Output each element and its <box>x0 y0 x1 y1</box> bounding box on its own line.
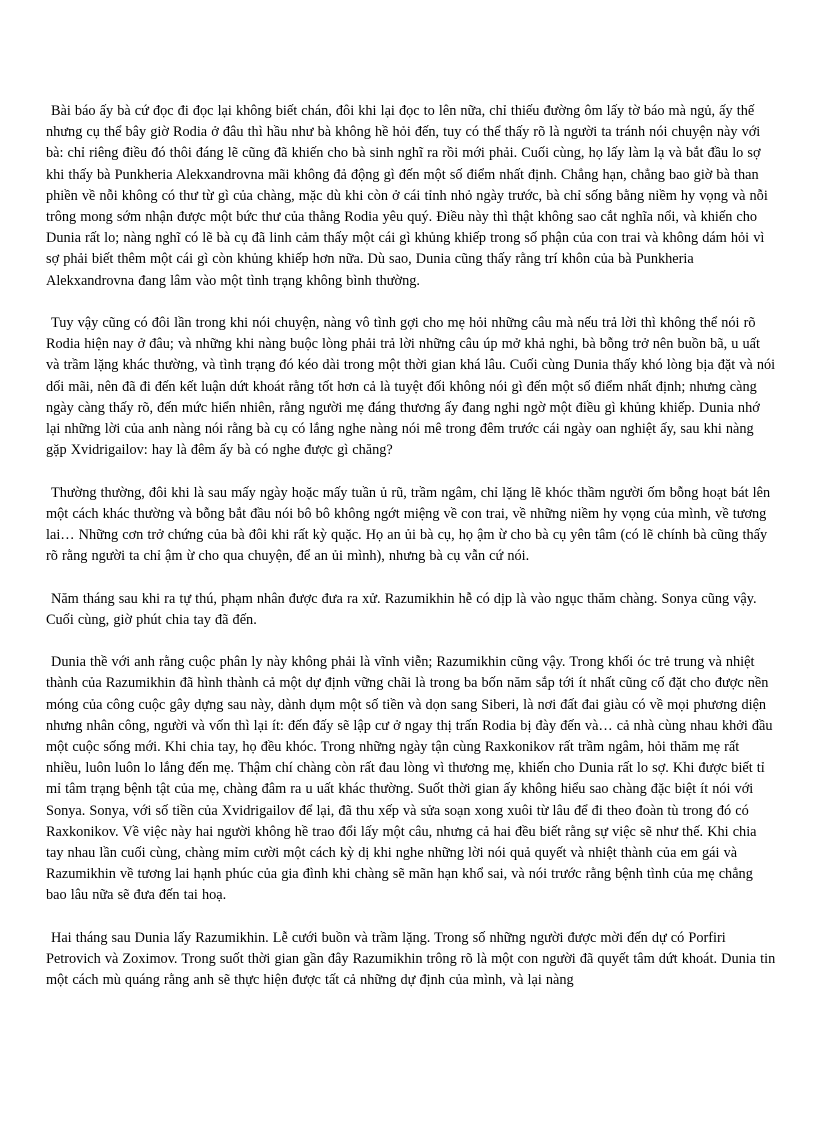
paragraph-6: Hai tháng sau Dunia lấy Razumikhin. Lễ cưới buồn và trầm lặng. Trong số những người được mời đến dự có Porfiri Petrovich và Zoximov. Trong suốt thời gian gần đây Razumikhin trông rõ là một con người đã quyết tâm dứt khoát. Dunia tin một cách mù quáng rằng anh sẽ thực hiện được tất cả những dự định của mình, và lại nàng <box>46 929 776 989</box>
paragraph-2: Tuy vậy cũng có đôi lần trong khi nói chuyện, nàng vô tình gợi cho mẹ hỏi những câu mà nếu trả lời thì không thể nói rõ Rodia hiện nay ở đâu; và những khi nàng buộc lòng phải trả lời những câu úp mở khả nghi, bà bỗng trở nên buồn bã, u uất và trầm lặng khác thường, và tình trạng đó kéo dài trong một thời gian khá lâu. Cuối cùng Dunia thấy khó lòng bịa đặt và nói dối mãi, nên đã đi đến kết luận dứt khoát rằng tốt hơn cả là tuyệt đối không nói gì đến một số điểm nhất định; nhưng càng ngày càng thấy rõ, đến mức hiển nhiên, rằng người mẹ đáng thương ấy đang nghi ngờ một điều gì khủng khiếp. Dunia nhớ lại những lời của anh nàng nói rằng bà cụ có lắng nghe nàng nói mê trong đêm trước cái ngày oan nghiệt ấy, sau khi nàng gặp Xvidrigailov: hay là đêm ấy bà có nghe được gì chăng? <box>46 315 776 459</box>
paragraph-1: Bài báo ấy bà cứ đọc đi đọc lại không biết chán, đôi khi lại đọc to lên nữa, chỉ thiếu đường ôm lấy tờ báo mà ngủ, ấy thế nhưng cụ thể bây giờ Rodia ở đâu thì hầu như bà không hề hỏi đến, tuy có thể thấy rõ là người ta tránh nói chuyện này với bà: chỉ riêng điều đó thôi đáng lẽ cũng đã khiến cho bà sinh nghĩ ra rồi mới phải. Cuối cùng, họ lấy làm lạ và bắt đầu lo sợ khi thấy bà Punkheria Alekxandrovna mãi không đả động gì đến một số điểm nhất định. Chẳng hạn, chẳng bao giờ bà than phiền về nỗi không có thư từ gì của chàng, mặc dù khi còn ở cái tỉnh nhỏ ngày trước, bà chỉ sống bằng niềm hy vọng và nỗi trông mong sớm nhận được một bức thư của thằng Rodia yêu quý. Điều này thì thật không sao cắt nghĩa nổi, và khiến cho Dunia rất lo; nàng nghĩ có lẽ bà cụ đã linh cảm thấy một cái gì khủng khiếp trong số phận của con trai và không dám hỏi vì sợ phải biết thêm một cái gì còn khủng khiếp hơn nữa. Dù sao, Dunia cũng thấy rằng trí khôn của bà Punkheria Alekxandrovna đang lâm vào một tình trạng không bình thường. <box>46 103 768 289</box>
paragraph-3: Thường thường, đôi khi là sau mấy ngày hoặc mấy tuần ủ rũ, trầm ngâm, chỉ lặng lẽ khóc thầm người ốm bỗng hoạt bát lên một cách khác thường và bỗng bắt đầu nói bô bô không ngớt miệng về con trai, về những niềm hy vọng của mình, về tương lai… Những cơn trở chứng của bà đôi khi rất kỳ quặc. Họ an ủi bà cụ, họ ậm ừ cho bà cụ yên tâm (có lẽ chính bà cũng thấy rõ rằng người ta chỉ ậm ừ cho qua chuyện, để an ủi mình), nhưng bà cụ vẫn cứ nói. <box>46 484 771 565</box>
document-page <box>46 101 776 1013</box>
paragraph-4: Năm tháng sau khi ra tự thú, phạm nhân được đưa ra xử. Razumikhin hễ có dịp là vào ngục thăm chàng. Sonya cũng vậy. Cuối cùng, giờ phút chia tay đã đến. <box>46 590 757 628</box>
paragraph-5: Dunia thề với anh rằng cuộc phân ly này không phải là vĩnh viễn; Razumikhin cũng vậy. Trong khối óc trẻ trung và nhiệt thành của Razumikhin đã hình thành cả một dự định vững chãi là trong ba bốn năm sắp tới ít nhất cũng cố đặt cho được nền móng của công cuộc gây dựng sau này, dành dụm một số tiền và dọn sang Siberi, là nơi đất đai giàu có về mọi phương diện nhưng nhân công, người và vốn thì lại ít: đến đấy sẽ lập cư ở ngay thị trấn Rodia bị đày đến và… cả nhà cùng nhau khởi đầu một cuộc sống mới. Khi chia tay, họ đều khóc. Trong những ngày tận cùng Raxkonikov rất trầm ngâm, hỏi thăm mẹ rất nhiều, luôn luôn lo lắng đến mẹ. Thậm chí chàng còn rất đau lòng vì thương mẹ, khiến cho Dunia rất lo sợ. Khi được biết tỉ mỉ tâm trạng bệnh tật của mẹ, chàng đâm ra u uất khác thường. Suốt thời gian ấy không hiểu sao chàng đặc biệt ít nói với Sonya. Sonya, với số tiền của Xvidrigailov để lại, đã thu xếp và sửa soạn xong xuôi từ lâu để đi theo đoàn tù trong đó có Raxkonikov. Về việc này hai người không hề trao đổi lấy một câu, nhưng cả hai đều biết rằng sự việc sẽ như thế. Khi chia tay nhau lần cuối cùng, chàng mỉm cười một cách kỳ dị khi nghe những lời nói quả quyết và nhiệt thành của em gái và Razumikhin về tương lai hạnh phúc của gia đình khi chàng sẽ mãn hạn khổ sai, và nói trước rằng bệnh tình của mẹ chẳng bao lâu nữa sẽ đưa đến tai hoạ. <box>46 654 773 904</box>
